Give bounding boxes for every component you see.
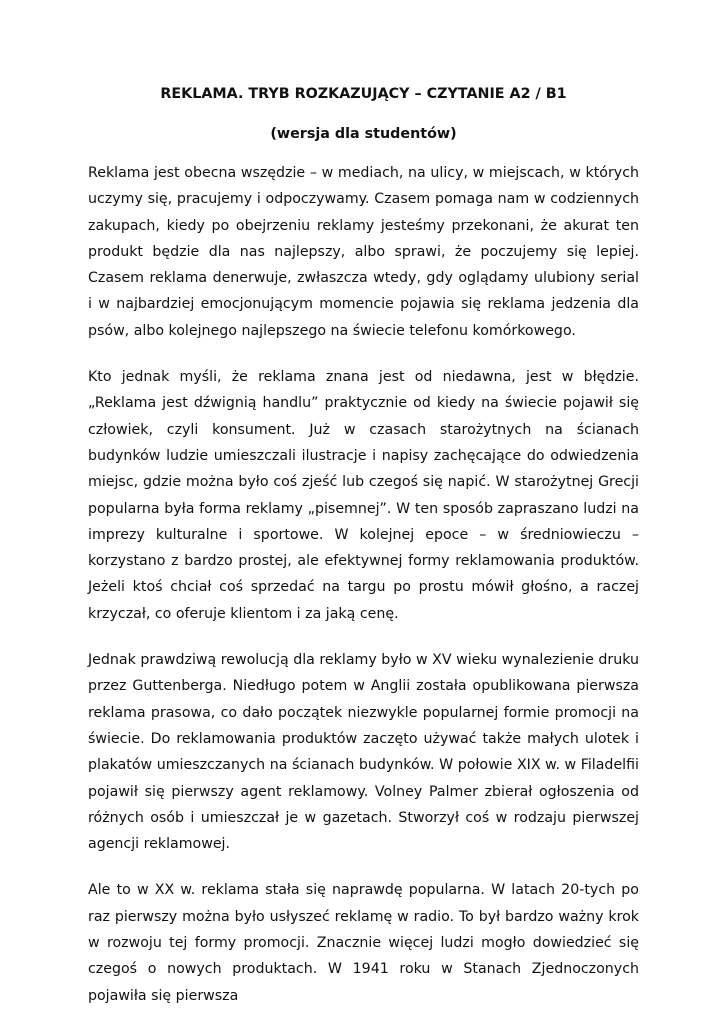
paragraph-2: Kto jednak myśli, że reklama znana jest od niedawna, jest w błędzie. „Reklama jest dźwignią handlu” praktycznie od kiedy na świecie pojawił się człowiek, czyli konsument. Już w czasach starożytnych na ścianach budynków ludzie umieszczali ilustracje i napisy zachęcające do odwiedzenia miejsc, gdzie można było coś zjeść lub czegoś się napić. W starożytnej Grecji popularna była forma reklamy „pisemnej”. W ten sposób zapraszano ludzi na imprezy kulturalne i sportowe. W kolejnej epoce – w średniowieczu – korzystano z bardzo prostej, ale efektywnej formy reklamowania produktów. Jeżeli ktoś chciał coś sprzedać na targu po prostu mówił głośno, a raczej krzyczał, co oferuje klientom i za jaką cenę. bbox=[88, 369, 639, 622]
document-subtitle: (wersja dla studentów) bbox=[270, 126, 457, 142]
paragraph-1: Reklama jest obecna wszędzie – w mediach, na ulicy, w miejscach, w których uczymy się, pracujemy i odpoczywamy. Czasem pomaga nam w codziennych zakupach, kiedy po obejrzeniu reklamy jesteśmy przekonani, że akurat ten produkt będzie dla nas najlepszy, albo sprawi, że poczujemy się lepiej. Czasem reklama denerwuje, zwłaszcza wtedy, gdy oglądamy ulubiony serial i w najbardziej emocjonującym momencie pojawia się reklama jedzenia dla psów, albo kolejnego najlepszego na świecie telefonu komórkowego. bbox=[88, 165, 639, 339]
paragraph-3: Jednak prawdziwą rewolucją dla reklamy było w XV wieku wynalezienie druku przez Guttenberga. Niedługo potem w Anglii została opublikowana pierwsza reklama prasowa, co dało początek niezwykle popularnej formie promocji na świecie. Do reklamowania produktów zaczęto używać także małych ulotek i plakatów umieszczanych na ścianach budynków. W połowie XIX w. w Filadelfii pojawił się pierwszy agent reklamowy. Volney Palmer zbierał ogłoszenia od różnych osób i umieszczał je w gazetach. Stworzył coś w rodzaju pierwszej agencji reklamowej. bbox=[88, 652, 639, 853]
document-page bbox=[88, 84, 639, 1004]
paragraph-4: Ale to w XX w. reklama stała się naprawdę popularna. W latach 20-tych po raz pierwszy można było usłyszeć reklamę w radio. To był bardzo ważny krok w rozwoju tej formy promocji. Znacznie więcej ludzi mogło dowiedzieć się czegoś o nowych produktach. W 1941 roku w Stanach Zjednoczonych pojawiła się pierwsza bbox=[88, 882, 639, 1004]
document-title: REKLAMA. TRYB ROZKAZUJĄCY – CZYTANIE A2 / B1 bbox=[160, 86, 567, 102]
